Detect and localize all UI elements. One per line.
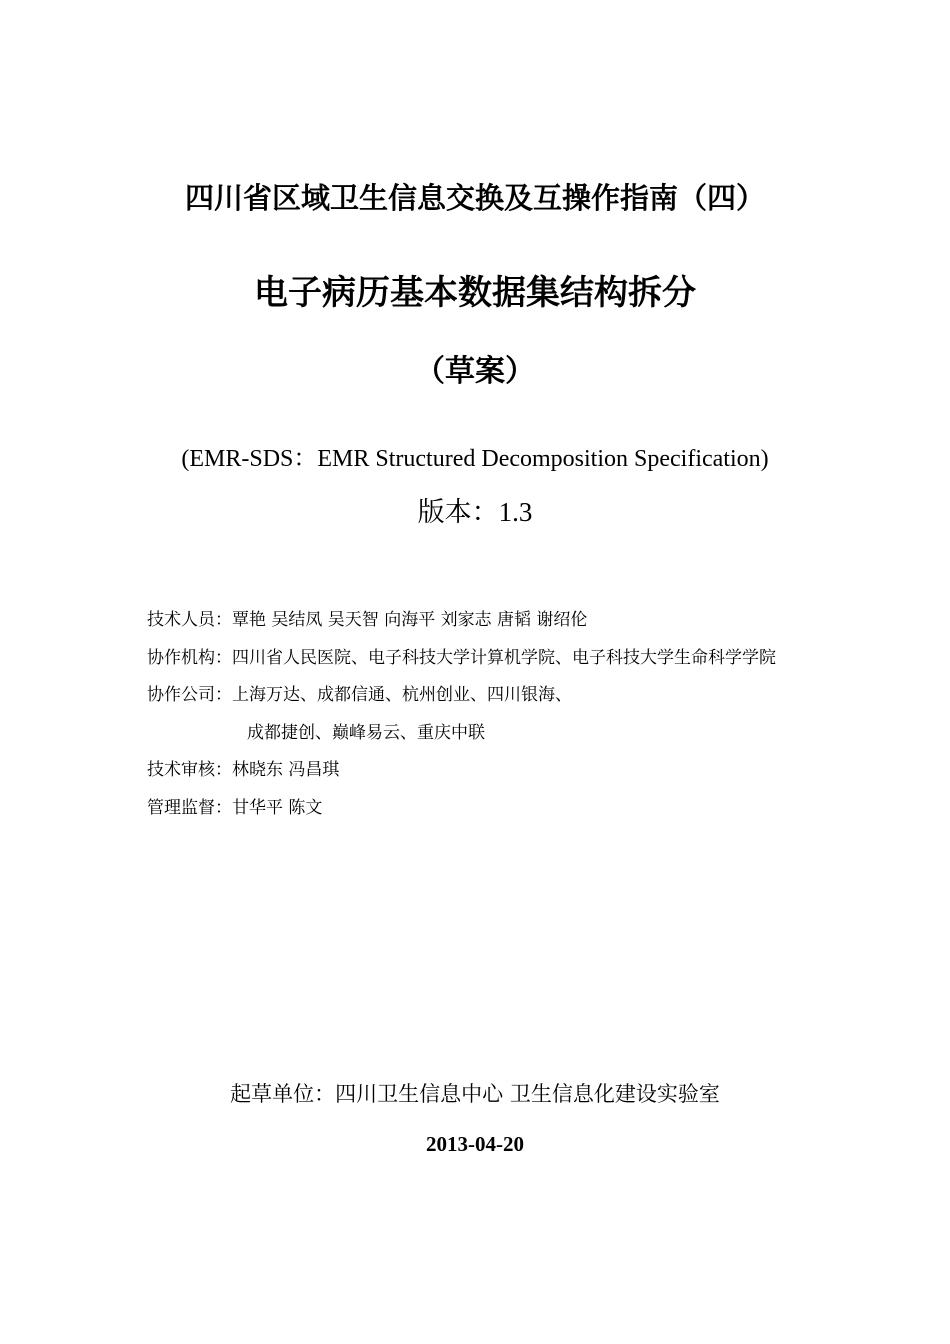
cooperating-companies-line-2: 成都捷创、巅峰易云、重庆中联 xyxy=(247,722,485,743)
tech-staff-line: 技术人员：覃艳 吴结凤 吴天智 向海平 刘家志 唐韬 谢绍伦 xyxy=(147,610,588,630)
tech-review-line: 技术审核：林晓东 冯昌琪 xyxy=(147,760,340,780)
credits-block xyxy=(147,602,867,827)
cooperating-institutions-line: 协作机构：四川省人民医院、电子科技大学计算机学院、电子科技大学生命科学学院 xyxy=(147,647,776,668)
cooperating-companies-line-1: 协作公司：上海万达、成都信通、杭州创业、四川银海、 xyxy=(147,685,572,705)
supervision-line: 管理监督：甘华平 陈文 xyxy=(147,797,323,818)
english-title: (EMR-SDS：EMR Structured Decomposition Specification) xyxy=(181,446,769,472)
drafting-unit: 起草单位：四川卫生信息中心 卫生信息化建设实验室 xyxy=(230,1082,720,1106)
document-subtitle: 电子病历基本数据集结构拆分 xyxy=(254,273,696,313)
draft-label: （草案） xyxy=(415,354,535,389)
version-label: 版本： xyxy=(417,497,499,528)
document-main-title: 四川省区域卫生信息交换及互操作指南（四） xyxy=(184,181,765,215)
version-line xyxy=(0,492,950,533)
document-date: 2013-04-20 xyxy=(426,1132,524,1156)
version-number: 1.3 xyxy=(498,497,533,527)
